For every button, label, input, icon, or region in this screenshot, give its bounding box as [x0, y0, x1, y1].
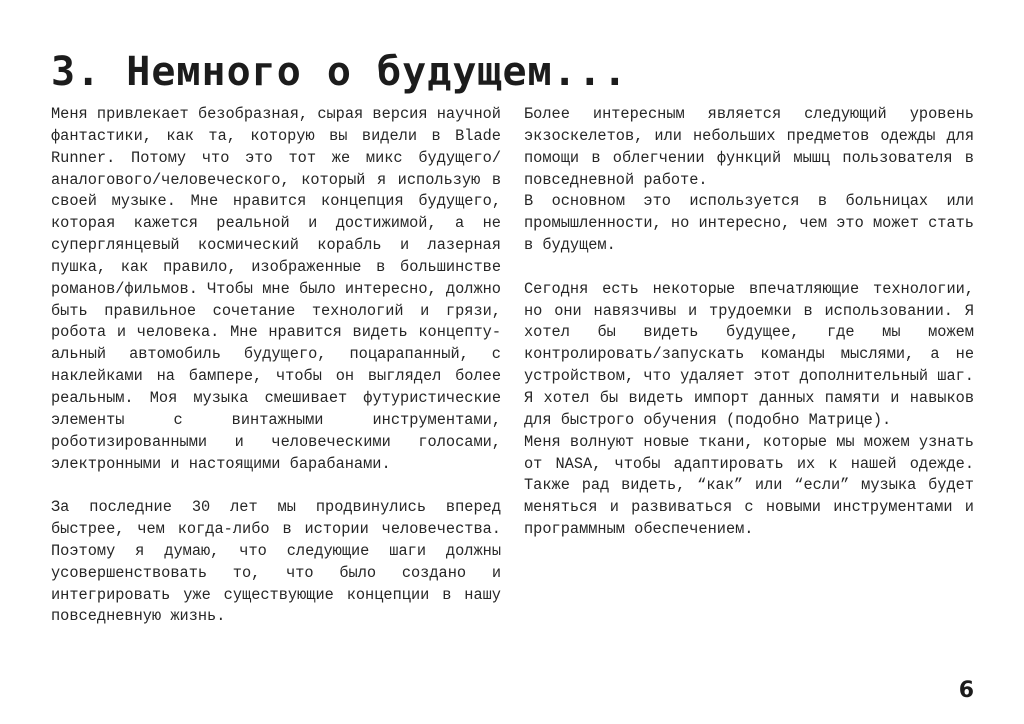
page-number: 6: [958, 678, 974, 703]
body-paragraph: В основном это используется в больницах или промышленности, но интересно, чем это может стать в будущем.: [524, 192, 974, 255]
body-paragraph: Более интересным является следующий уровень экзоскелетов, или небольших предметов одежды для помощи в облегчении функций мышц пользователя в повседневной работе.: [524, 105, 974, 189]
left-column: [51, 104, 501, 628]
body-paragraph: Меня привлекает безобразная, сырая версия научной фантастики, как та, которую вы видели в Blade Runner. Потому что это тот же микс будущего/аналогового/человеческого, который я использую в своей музыке. Мне нравится концепция будущего, которая кажется реальной и достижимой, а не суперглянцевый космический корабль и лазерная пушка, как правило, изображенные в большинстве романов/фильмов. Чтобы мне было интересно, должно быть правильное сочетание технологий и грязи, робота и человека. Мне нравится видеть концептуальный автомобиль будущего, поцарапанный, с наклейками на бампере, чтобы он выглядел более реальным. Моя музыка смешивает футуристические элементы с винтажными инструментами, роботизированными и человеческими голосами, электронными и настоящими барабанами.: [51, 105, 501, 473]
paragraph-spacer: [524, 257, 974, 279]
body-paragraph: Сегодня есть некоторые впечатляющие технологии, но они навязчивы и трудоемки в использовании. Я хотел бы видеть будущее, где мы можем контролировать/запускать команды мыслями, а не устройством, что удаляет этот дополнительный шаг. Я хотел бы видеть импорт данных памяти и навыков для быстрого обучения (подобно Матрице).: [524, 279, 974, 429]
paragraph-spacer: [51, 475, 501, 497]
body-paragraph: За последние 30 лет мы продвинулись вперед быстрее, чем когда-либо в истории человечества. Поэтому я думаю, что следующие шаги должны усовершенствовать то, что было создано и интегрировать уже существующие концепции в нашу повседневную жизнь.: [51, 498, 501, 626]
right-column: [524, 104, 974, 541]
page-title: 3. Немного о будущем...: [51, 49, 628, 95]
body-paragraph: Меня волнуют новые ткани, которые мы можем узнать от NASA, чтобы адаптировать их к нашей одежде. Также рад видеть, “как” или “если” музыка будет меняться и развиваться с новыми инструментами и программным обеспечением.: [524, 432, 974, 539]
